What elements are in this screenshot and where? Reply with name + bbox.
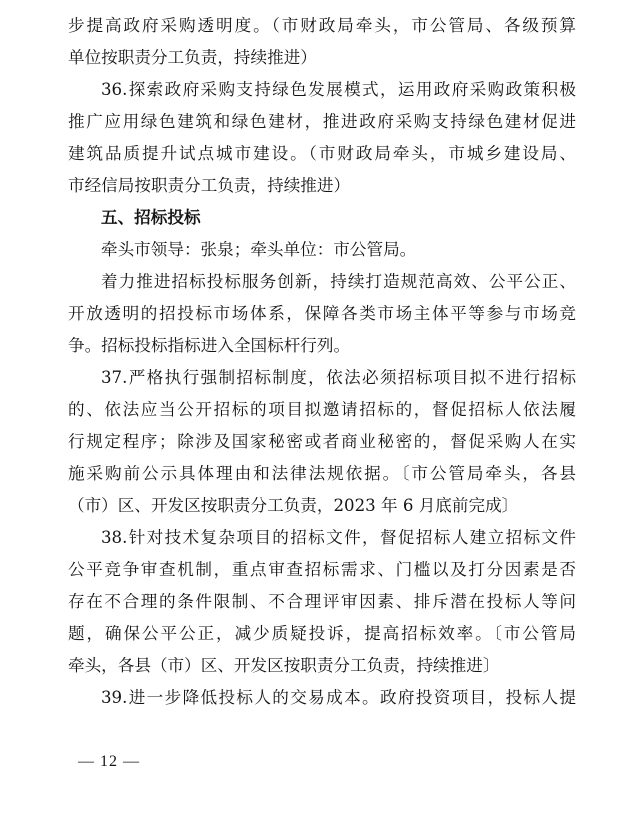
paragraph-38-start: 38.针对技术复杂项目的招标文件，督促招标人建立招标文件 — [101, 528, 576, 547]
text-line: 题，确保公平公正，减少质疑投诉，提高招标效率。〔市公管局 — [68, 624, 576, 643]
text-line: 步提高政府采购透明度。（市财政局牵头，市公管局、各级预算 — [68, 16, 576, 35]
text-line: 施采购前公示具体理由和法律法规依据。〔市公管局牵头，各县 — [68, 464, 576, 483]
text-line: 行规定程序；除涉及国家秘密或者商业秘密的，督促采购人在实 — [68, 432, 576, 451]
text-line: 存在不合理的条件限制、不合理评审因素、排斥潜在投标人等问 — [68, 592, 576, 611]
section-intro: 着力推进招标投标服务创新，持续打造规范高效、公平公正、 — [101, 272, 576, 291]
paragraph-39-start: 39.进一步降低投标人的交易成本。政府投资项目，投标人提 — [101, 688, 576, 707]
text-line: 争。招标投标指标进入全国标杆行列。 — [68, 336, 351, 355]
text-line: 开放透明的招投标市场体系，保障各类市场主体平等参与市场竞 — [68, 304, 576, 323]
page-number: — 12 — — [78, 753, 140, 770]
document-page — [68, 10, 576, 714]
section-heading: 五、招标投标 — [101, 208, 201, 227]
text-line: 牵头，各县（市）区、开发区按职责分工负责，持续推进〕 — [68, 656, 500, 675]
text-line: 的、依法应当公开招标的项目拟邀请招标的，督促招标人依法履 — [68, 400, 576, 419]
lead-leader-line: 牵头市领导：张泉；牵头单位：市公管局。 — [101, 240, 417, 259]
text-line: 建筑品质提升试点城市建设。（市财政局牵头，市城乡建设局、 — [68, 144, 576, 163]
paragraph-36-start: 36.探索政府采购支持绿色发展模式，运用政府采购政策积极 — [101, 80, 576, 99]
text-line: 市经信局按职责分工负责，持续推进） — [68, 176, 351, 195]
paragraph-37-start: 37.严格执行强制招标制度，依法必须招标项目拟不进行招标 — [101, 368, 576, 387]
text-line: 推广应用绿色建筑和绿色建材，推进政府采购支持绿色建材促进 — [68, 112, 576, 131]
text-line: （市）区、开发区按职责分工负责，2023 年 6 月底前完成〕 — [68, 496, 519, 515]
text-line: 公平竞争审查机制，重点审查招标需求、门槛以及打分因素是否 — [68, 560, 576, 579]
text-line: 单位按职责分工负责，持续推进） — [68, 48, 317, 67]
